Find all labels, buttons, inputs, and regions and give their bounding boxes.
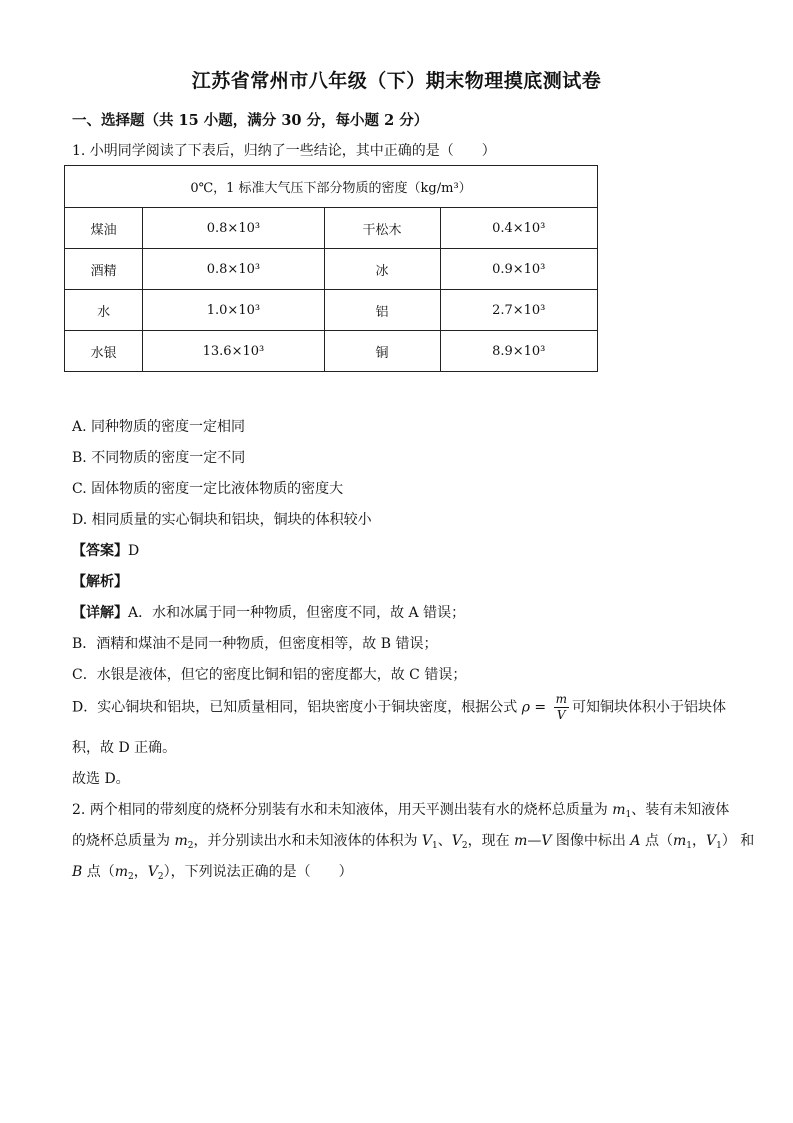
analysis-label: 【解析】 <box>72 574 128 590</box>
table-cell: 8.9×10³ <box>440 331 598 372</box>
detail-a-line <box>72 602 465 622</box>
option-d: D. 相同质量的实心铜块和铝块，铜块的体积较小 <box>72 512 372 528</box>
detail-label: 【详解】 <box>72 605 128 621</box>
table-cell: 冰 <box>324 249 440 290</box>
table-cell: 煤油 <box>65 208 143 249</box>
table-caption: 0℃，1 标准大气压下部分物质的密度（kg/m³） <box>65 166 598 208</box>
formula-denominator: V <box>556 708 566 722</box>
table-cell: 0.4×10³ <box>440 208 598 249</box>
option-b: B. 不同物质的密度一定不同 <box>72 450 246 466</box>
option-a: A. 同种物质的密度一定相同 <box>72 419 246 435</box>
conclusion: 故选 D。 <box>72 771 130 787</box>
table-cell: 0.8×10³ <box>143 208 324 249</box>
detail-b: B．酒精和煤油不是同一种物质，但密度相等，故 B 错误； <box>72 636 438 652</box>
option-c: C. 固体物质的密度一定比液体物质的密度大 <box>72 481 344 497</box>
table-cell: 酒精 <box>65 249 143 290</box>
question-1-stem: 1. 小明同学阅读了下表后，归纳了一些结论，其中正确的是（ ） <box>72 143 496 159</box>
formula-numerator: m <box>555 692 567 706</box>
table-row <box>65 331 598 372</box>
detail-d-pre: D．实心铜块和铝块，已知质量相同，铝块密度小于铜块密度，根据公式 <box>72 699 518 716</box>
detail-a: A．水和冰属于同一种物质，但密度不同，故 A 错误； <box>128 605 466 621</box>
table-row <box>65 208 598 249</box>
table-cell: 水 <box>65 290 143 331</box>
table-cell: 水银 <box>65 331 143 372</box>
detail-d-line <box>72 692 726 723</box>
table-row <box>65 249 598 290</box>
density-formula <box>554 692 569 723</box>
detail-c: C．水银是液体，但它的密度比铜和铝的密度都大，故 C 错误； <box>72 667 467 683</box>
question-2-line-3: B 点（$m_2$，$V_2$），下列说法正确的是（ ） <box>72 864 353 882</box>
table-cell: 0.9×10³ <box>440 249 598 290</box>
formula-rho: ρ <box>521 699 530 716</box>
question-2-line-2: 的烧杯总质量为 $m_2$，并分别读出水和未知液体的体积为 $V_1$、$V_2$，现在 m—V 图像中标出 A 点（$m_1$，$V_1$） 和 <box>72 833 755 851</box>
detail-d-cont: 积，故 D 正确。 <box>72 740 177 756</box>
formula-eq: = <box>529 699 551 716</box>
table-row <box>65 290 598 331</box>
table-cell: 铜 <box>324 331 440 372</box>
section-heading: 一、选择题（共 15 小题，满分 30 分，每小题 2 分） <box>72 112 429 129</box>
table-cell: 1.0×10³ <box>143 290 324 331</box>
detail-d-post: 可知铜块体积小于铝块体 <box>571 699 726 716</box>
table-cell: 铝 <box>324 290 440 331</box>
table-cell: 干松木 <box>324 208 440 249</box>
answer-label: 【答案】 <box>72 543 128 559</box>
question-2-line-1: 2. 两个相同的带刻度的烧杯分别装有水和未知液体，用天平测出装有水的烧杯总质量为 $m_1$、装有未知液体 <box>72 802 730 820</box>
answer-line <box>72 540 139 560</box>
density-table <box>64 165 598 372</box>
page-title: 江苏省常州市八年级（下）期末物理摸底测试卷 <box>191 70 602 92</box>
table-cell: 13.6×10³ <box>143 331 324 372</box>
answer-value: D <box>128 543 140 559</box>
table-cell: 2.7×10³ <box>440 290 598 331</box>
table-cell: 0.8×10³ <box>143 249 324 290</box>
